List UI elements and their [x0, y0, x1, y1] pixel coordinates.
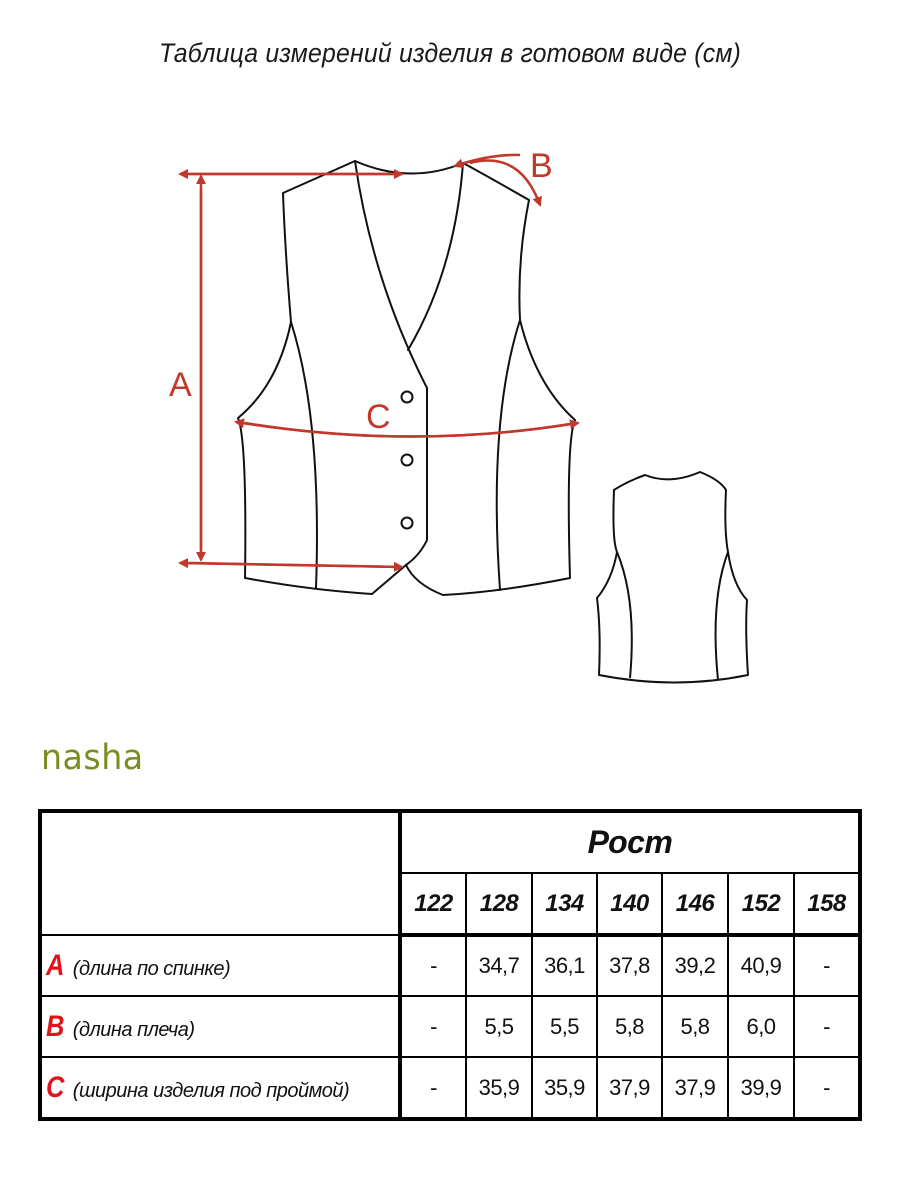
- size-header-cell: 134: [532, 873, 597, 935]
- label-c: C: [366, 398, 391, 436]
- size-header-cell: 140: [597, 873, 662, 935]
- size-header-cell: 122: [400, 873, 466, 935]
- value-cell: 35,9: [466, 1057, 532, 1119]
- table-row: [40, 996, 860, 1057]
- button-icon: [402, 455, 413, 466]
- value-cell: 36,1: [532, 935, 597, 996]
- label-b: B: [530, 147, 553, 185]
- param-cell-a: [40, 935, 400, 996]
- value-cell: 37,9: [597, 1057, 662, 1119]
- brand-logo: nasha: [41, 738, 144, 778]
- table-corner-cell: [40, 811, 400, 935]
- param-description: (ширина изделия под проймой): [72, 1079, 350, 1102]
- vest-buttons: [402, 392, 413, 529]
- value-cell: 34,7: [466, 935, 532, 996]
- measurement-arrows: [180, 155, 578, 567]
- value-cell: 5,8: [597, 996, 662, 1057]
- param-cell-b: [40, 996, 400, 1057]
- size-header-cell: 152: [728, 873, 794, 935]
- value-cell: 35,9: [532, 1057, 597, 1119]
- value-cell: 40,9: [728, 935, 794, 996]
- button-icon: [402, 518, 413, 529]
- vest-back-drawing: [597, 472, 748, 683]
- value-cell: 39,2: [662, 935, 728, 996]
- button-icon: [402, 392, 413, 403]
- value-cell: -: [794, 996, 860, 1057]
- param-description: (длина по спинке): [72, 957, 231, 980]
- height-header: [400, 811, 860, 873]
- value-cell: -: [400, 935, 466, 996]
- size-header-cell: 158: [794, 873, 860, 935]
- value-cell: -: [794, 1057, 860, 1119]
- table-row: [40, 1057, 860, 1119]
- value-cell: 6,0: [728, 996, 794, 1057]
- param-description: (длина плеча): [72, 1018, 195, 1041]
- size-header-cell: 128: [466, 873, 532, 935]
- label-a: A: [169, 366, 192, 404]
- value-cell: 37,9: [662, 1057, 728, 1119]
- size-table: [38, 809, 862, 1121]
- value-cell: 37,8: [597, 935, 662, 996]
- vest-front-drawing: [238, 161, 575, 595]
- param-letter: B: [46, 1009, 64, 1043]
- value-cell: 5,5: [466, 996, 532, 1057]
- height-header-label: Рост: [587, 824, 673, 860]
- table-row: [40, 935, 860, 996]
- param-letter: A: [46, 948, 64, 982]
- page-title: Таблица измерений изделия в готовом виде (см): [158, 38, 741, 68]
- value-cell: -: [794, 935, 860, 996]
- value-cell: 39,9: [728, 1057, 794, 1119]
- value-cell: 5,5: [532, 996, 597, 1057]
- param-cell-c: [40, 1057, 400, 1119]
- param-letter: C: [46, 1070, 64, 1104]
- value-cell: -: [400, 1057, 466, 1119]
- value-cell: 5,8: [662, 996, 728, 1057]
- value-cell: -: [400, 996, 466, 1057]
- size-header-cell: 146: [662, 873, 728, 935]
